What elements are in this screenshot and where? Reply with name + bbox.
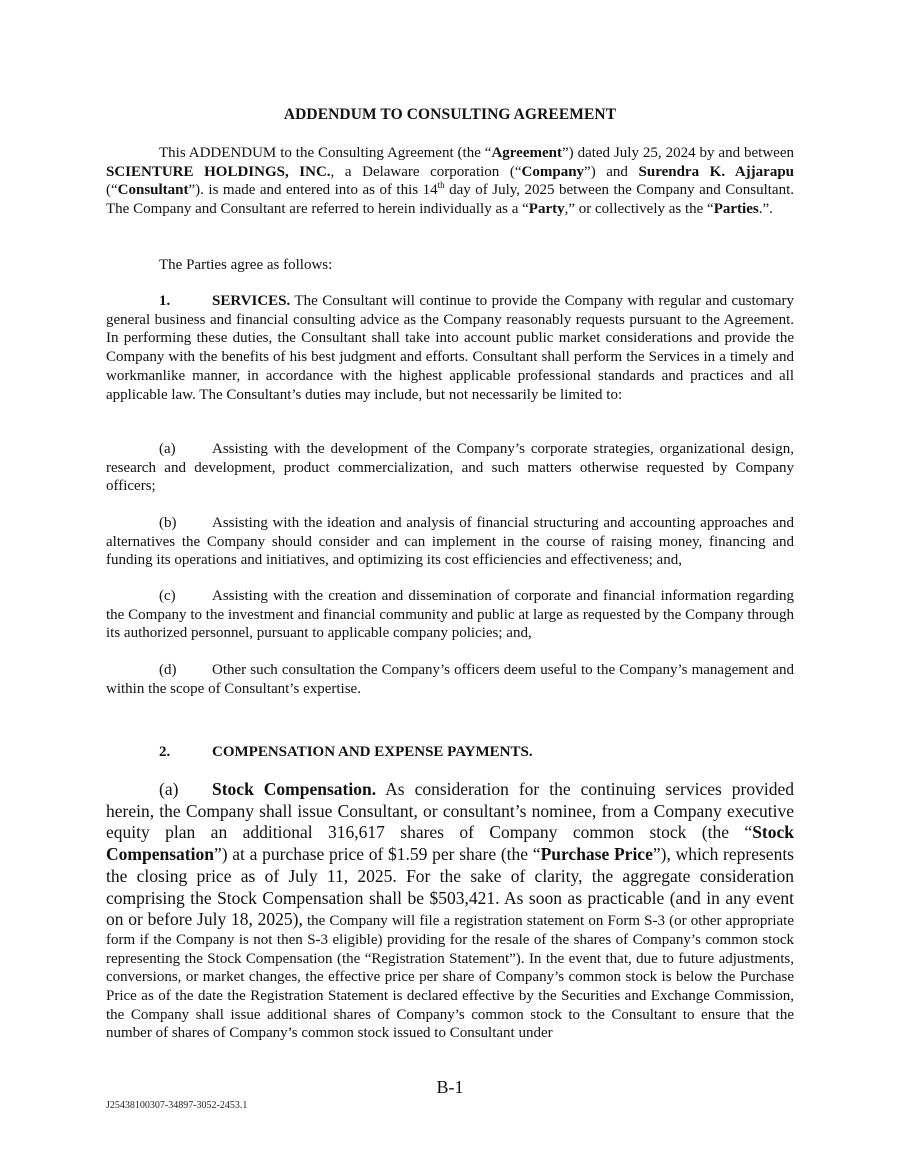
defined-term-stock-compensation: Stock Compensation bbox=[106, 822, 794, 865]
intro-text: This ADDENDUM to the Consulting Agreement (the “ bbox=[159, 145, 492, 161]
list-item-label: (d) bbox=[159, 662, 177, 678]
defined-term-agreement: Agreement bbox=[491, 145, 562, 161]
consultant-name: Surendra K. Ajjarapu bbox=[638, 163, 794, 180]
section-number: 2. bbox=[159, 744, 171, 760]
subsection-heading: Stock Compensation. bbox=[212, 779, 377, 799]
list-item-a bbox=[106, 440, 794, 496]
defined-term-consultant: Consultant bbox=[117, 182, 189, 199]
intro-text: ”) dated July 25, 2024 by and between bbox=[561, 145, 794, 161]
list-item-label: (a) bbox=[159, 441, 176, 457]
list-item-text: Assisting with the creation and dissemination of corporate and financial information regarding the Company to the investment and financial community and public at large as requested by the Company through its authorized personnel, pursuant to applicable company policies; and, bbox=[106, 588, 794, 642]
section-1 bbox=[106, 292, 794, 404]
intro-text: day of July, 2025 between the Company and Consultant. The Company and Consultant are referred to herein individually as a “ bbox=[106, 182, 794, 218]
intro-text: ,” or collectively as the “ bbox=[564, 201, 714, 218]
subsection-label: (a) bbox=[159, 779, 179, 799]
section-2-heading bbox=[106, 743, 794, 762]
intro-text: ”) and bbox=[584, 163, 639, 180]
list-item-c bbox=[106, 587, 794, 643]
list-item-label: (b) bbox=[159, 515, 177, 531]
list-item-label: (c) bbox=[159, 588, 176, 604]
intro-text: .”. bbox=[758, 201, 773, 218]
page-number: B-1 bbox=[436, 1077, 464, 1097]
list-item-text: Assisting with the ideation and analysis of financial structuring and accounting approaches and alternatives the Company should consider and can implement in the course of raising money, financing and funding its operations and initiatives, and optimizing its cost efficiencies and effectiveness; and, bbox=[106, 515, 794, 569]
subsection-text: ”) at a purchase price of $1.59 per share (the “ bbox=[213, 844, 541, 865]
company-name: SCIENTURE HOLDINGS, INC. bbox=[106, 163, 331, 180]
section-number: 1. bbox=[159, 293, 171, 309]
list-item-b bbox=[106, 514, 794, 570]
section-2a bbox=[106, 779, 794, 1043]
document-title: ADDENDUM TO CONSULTING AGREEMENT bbox=[283, 106, 617, 123]
defined-term-party: Party bbox=[528, 201, 565, 218]
agree-text: The Parties agree as follows: bbox=[159, 257, 333, 273]
list-item-d bbox=[106, 661, 794, 698]
agree-line bbox=[106, 256, 794, 275]
subsection-text: the Company will file a registration statement on Form S-3 (or other appropriate form if the Company is not then S-3 eligible) providing for the resale of the shares of Company’s common stock representing the Stock Compensation (the “Registration Statement”). In the event that, due to future adjustments, conversions, or market changes, the effective price per share of Company’s common stock is below the Purchase Price as of the date the Registration Statement is declared effective by the Securities and Exchange Commission, the Company shall issue additional shares of Company’s common stock to the Consultant to ensure that the number of shares of Company’s common stock issued to Consultant under bbox=[106, 913, 794, 1042]
section-heading: COMPENSATION AND EXPENSE PAYMENTS. bbox=[212, 744, 533, 760]
subsection-text: ”), which represents the closing price as of July 11, 2025. For the sake of clarity, the aggregate consideration comprising the Stock Compensation shall be $503,421. As soon as practicable (and in any event on or before July 18, 2025), bbox=[106, 844, 794, 930]
list-item-text: Assisting with the development of the Company’s corporate strategies, organizational design, research and development, product commercialization, and such matters otherwise requested by Company officers; bbox=[106, 441, 794, 495]
defined-term-parties: Parties bbox=[713, 201, 759, 218]
subsection-text: As consideration for the continuing services provided herein, the Company shall issue Consultant, or consultant’s nominee, from a Company executive equity plan an additional 316,617 shares of Company common stock (the “ bbox=[106, 779, 794, 843]
intro-paragraph bbox=[106, 144, 794, 219]
intro-text: (“ bbox=[106, 182, 118, 199]
defined-term-company: Company bbox=[521, 163, 585, 180]
defined-term-purchase-price: Purchase Price bbox=[540, 844, 653, 865]
section-heading: SERVICES. bbox=[212, 293, 291, 309]
document-id: J25438100307-34897-3052-2453.1 bbox=[106, 1100, 248, 1111]
intro-text: ”). is made and entered into as of this 14 bbox=[188, 182, 438, 199]
intro-text: , a Delaware corporation (“ bbox=[330, 163, 522, 180]
ordinal-suffix: th bbox=[437, 180, 445, 191]
list-item-text: Other such consultation the Company’s officers deem useful to the Company’s management and within the scope of Consultant’s expertise. bbox=[106, 662, 794, 697]
section-text: The Consultant will continue to provide the Company with regular and customary general business and financial consulting advice as the Company reasonably requests pursuant to the Agreement. In performing these duties, the Consultant shall take into account public market considerations and provide the Company with the benefits of his best judgment and efforts. Consultant shall perform the Services in a timely and workmanlike manner, in accordance with the highest applicable professional standards and practices and all applicable law. The Consultant’s duties may include, but not necessarily be limited to: bbox=[106, 293, 794, 403]
